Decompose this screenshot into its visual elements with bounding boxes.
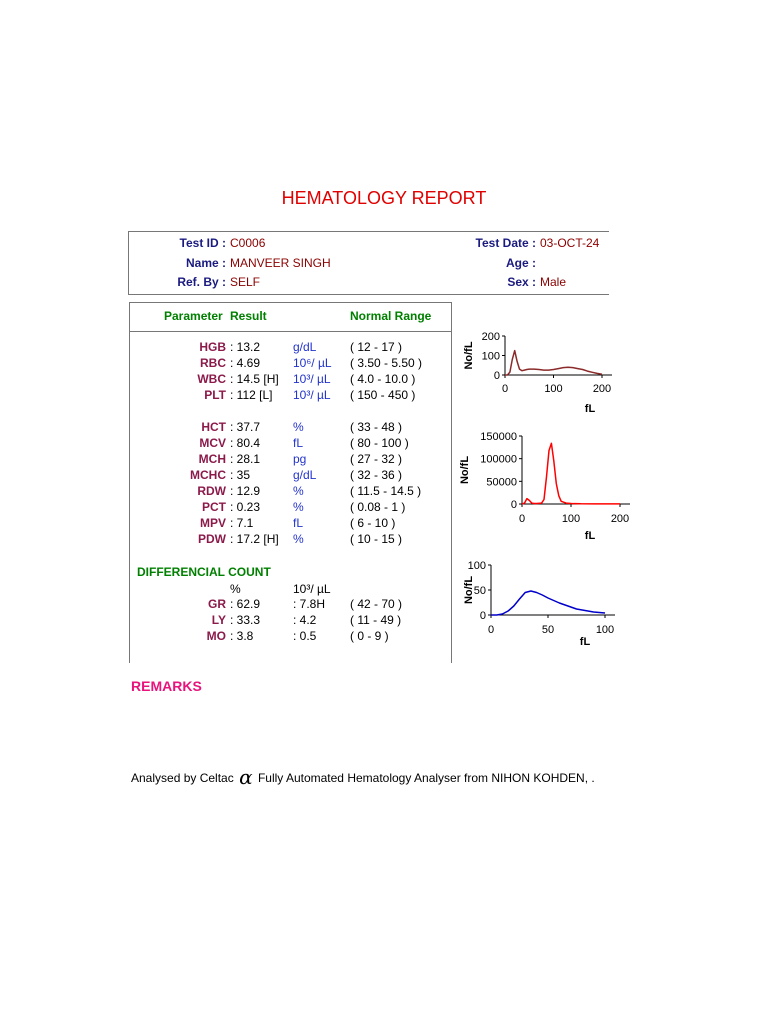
param-range: ( 11.5 - 14.5 ) — [350, 484, 422, 498]
param-unit: % — [293, 420, 304, 434]
rbc-histogram — [455, 425, 630, 545]
param-unit: fL — [293, 436, 304, 450]
y-tick-label: 0 — [479, 610, 486, 622]
col-header-normal-range: Normal Range — [350, 309, 432, 323]
name-label: Name : — [185, 256, 226, 270]
test-date-label: Test Date : — [475, 236, 536, 250]
col-header-parameter: Parameter — [164, 309, 223, 323]
sex-value: Male — [540, 275, 567, 289]
name-value: MANVEER SINGH — [230, 256, 331, 270]
diff-percent: : 33.3 — [230, 613, 261, 627]
y-tick-label: 150000 — [480, 431, 517, 443]
col-header-result: Result — [230, 309, 267, 323]
param-range: ( 0.08 - 1 ) — [350, 500, 406, 514]
param-value: : 17.2 [H] — [230, 532, 279, 546]
x-axis-label: fL — [584, 403, 596, 415]
param-range: ( 4.0 - 10.0 ) — [350, 372, 416, 386]
param-name: MCH — [198, 452, 226, 466]
ref-by-label: Ref. By : — [177, 275, 226, 289]
diff-name: LY — [211, 613, 226, 627]
report-title: HEMATOLOGY REPORT — [281, 188, 487, 208]
param-value: : 37.7 — [230, 420, 261, 434]
header-divider — [129, 331, 451, 332]
footer-before: Analysed by Celtac — [131, 771, 234, 785]
series-line — [491, 591, 605, 615]
param-unit: fL — [293, 516, 304, 530]
x-tick-label: 200 — [592, 383, 612, 395]
diff-abs: : 0.5 — [293, 629, 317, 643]
diff-name: GR — [208, 597, 226, 611]
remarks-label: REMARKS — [131, 678, 202, 694]
param-range: ( 6 - 10 ) — [350, 516, 396, 530]
y-axis-label: No/fL — [459, 455, 471, 485]
param-value: : 13.2 — [230, 340, 261, 354]
param-name: HGB — [199, 340, 226, 354]
param-value: : 80.4 — [230, 436, 261, 450]
diff-percent: : 3.8 — [230, 629, 254, 643]
param-unit: g/dL — [293, 468, 317, 482]
y-tick-label: 0 — [510, 499, 517, 511]
series-line — [522, 443, 620, 504]
test-date-value: 03-OCT-24 — [540, 236, 600, 250]
x-tick-label: 0 — [501, 383, 509, 395]
param-range: ( 32 - 36 ) — [350, 468, 403, 482]
alpha-symbol: α — [239, 765, 253, 789]
x-tick-label: 100 — [544, 383, 563, 395]
diff-percent: : 62.9 — [230, 597, 261, 611]
x-tick-label: 50 — [541, 624, 555, 636]
param-value: : 4.69 — [230, 356, 261, 370]
param-value: : 28.1 — [230, 452, 261, 466]
y-axis-label: No/fL — [463, 575, 475, 605]
param-name: RDW — [197, 484, 226, 498]
diff-col-abs: 10³/ µL — [293, 582, 331, 596]
diff-abs: : 4.2 — [293, 613, 317, 627]
param-unit: % — [293, 500, 304, 514]
diff-range: ( 42 - 70 ) — [350, 597, 403, 611]
y-tick-label: 50000 — [486, 476, 517, 489]
y-tick-label: 100 — [481, 350, 500, 363]
param-range: ( 27 - 32 ) — [350, 452, 403, 466]
footer-text — [131, 763, 595, 787]
x-axis-label: fL — [584, 530, 596, 542]
param-range: ( 150 - 450 ) — [350, 388, 416, 402]
param-value: : 112 [L] — [230, 388, 273, 402]
test-id-label: Test ID : — [179, 236, 226, 250]
footer-after: Fully Automated Hematology Analyser from NIHON KOHDEN, . — [257, 771, 595, 785]
param-range: ( 10 - 15 ) — [350, 532, 403, 546]
x-tick-label: 200 — [610, 513, 630, 525]
param-name: HCT — [201, 420, 226, 434]
param-value: : 0.23 — [230, 500, 261, 514]
param-value: : 35 — [230, 468, 251, 482]
diff-name: MO — [206, 629, 226, 643]
param-unit: pg — [293, 452, 307, 466]
x-tick-label: 0 — [518, 513, 526, 525]
param-name: MCHC — [190, 468, 226, 482]
y-axis-label: No/fL — [463, 341, 475, 370]
param-name: WBC — [197, 372, 226, 386]
series-line — [505, 351, 602, 375]
x-axis-label: fL — [579, 636, 591, 648]
param-value: : 12.9 — [230, 484, 261, 498]
x-tick-label: 100 — [595, 624, 615, 636]
plt-histogram — [455, 555, 615, 655]
param-name: MPV — [199, 516, 226, 530]
age-label: Age : — [506, 256, 536, 270]
param-value: : 7.1 — [230, 516, 254, 530]
ref-by-value: SELF — [230, 275, 261, 289]
diff-range: ( 0 - 9 ) — [350, 629, 389, 643]
param-range: ( 3.50 - 5.50 ) — [350, 356, 423, 370]
y-tick-label: 100 — [467, 560, 486, 572]
param-name: PCT — [202, 500, 226, 514]
param-name: RBC — [200, 356, 226, 370]
y-tick-label: 0 — [493, 370, 500, 382]
param-unit: 10³/ µL — [293, 372, 331, 386]
param-unit: g/dL — [293, 340, 317, 354]
sex-label: Sex : — [507, 275, 536, 289]
param-range: ( 33 - 48 ) — [350, 420, 403, 434]
y-tick-label: 200 — [481, 331, 500, 343]
diff-col-percent: % — [230, 582, 241, 596]
x-tick-label: 0 — [487, 624, 495, 636]
param-range: ( 80 - 100 ) — [350, 436, 409, 450]
param-unit: % — [293, 484, 304, 498]
param-range: ( 12 - 17 ) — [350, 340, 403, 354]
y-tick-label: 100000 — [480, 453, 517, 466]
differential-title: DIFFERENCIAL COUNT — [137, 565, 271, 579]
param-name: PDW — [198, 532, 226, 546]
diff-range: ( 11 - 49 ) — [350, 613, 402, 627]
param-value: : 14.5 [H] — [230, 372, 279, 386]
x-tick-label: 100 — [561, 513, 581, 525]
test-id-value: C0006 — [230, 236, 266, 250]
param-unit: 10⁶/ µL — [293, 356, 332, 370]
y-tick-label: 50 — [473, 585, 486, 597]
diff-abs: : 7.8H — [293, 597, 326, 611]
param-unit: 10³/ µL — [293, 388, 331, 402]
param-name: MCV — [199, 436, 226, 450]
param-name: PLT — [204, 388, 226, 402]
wbc-histogram — [455, 325, 612, 420]
param-unit: % — [293, 532, 304, 546]
